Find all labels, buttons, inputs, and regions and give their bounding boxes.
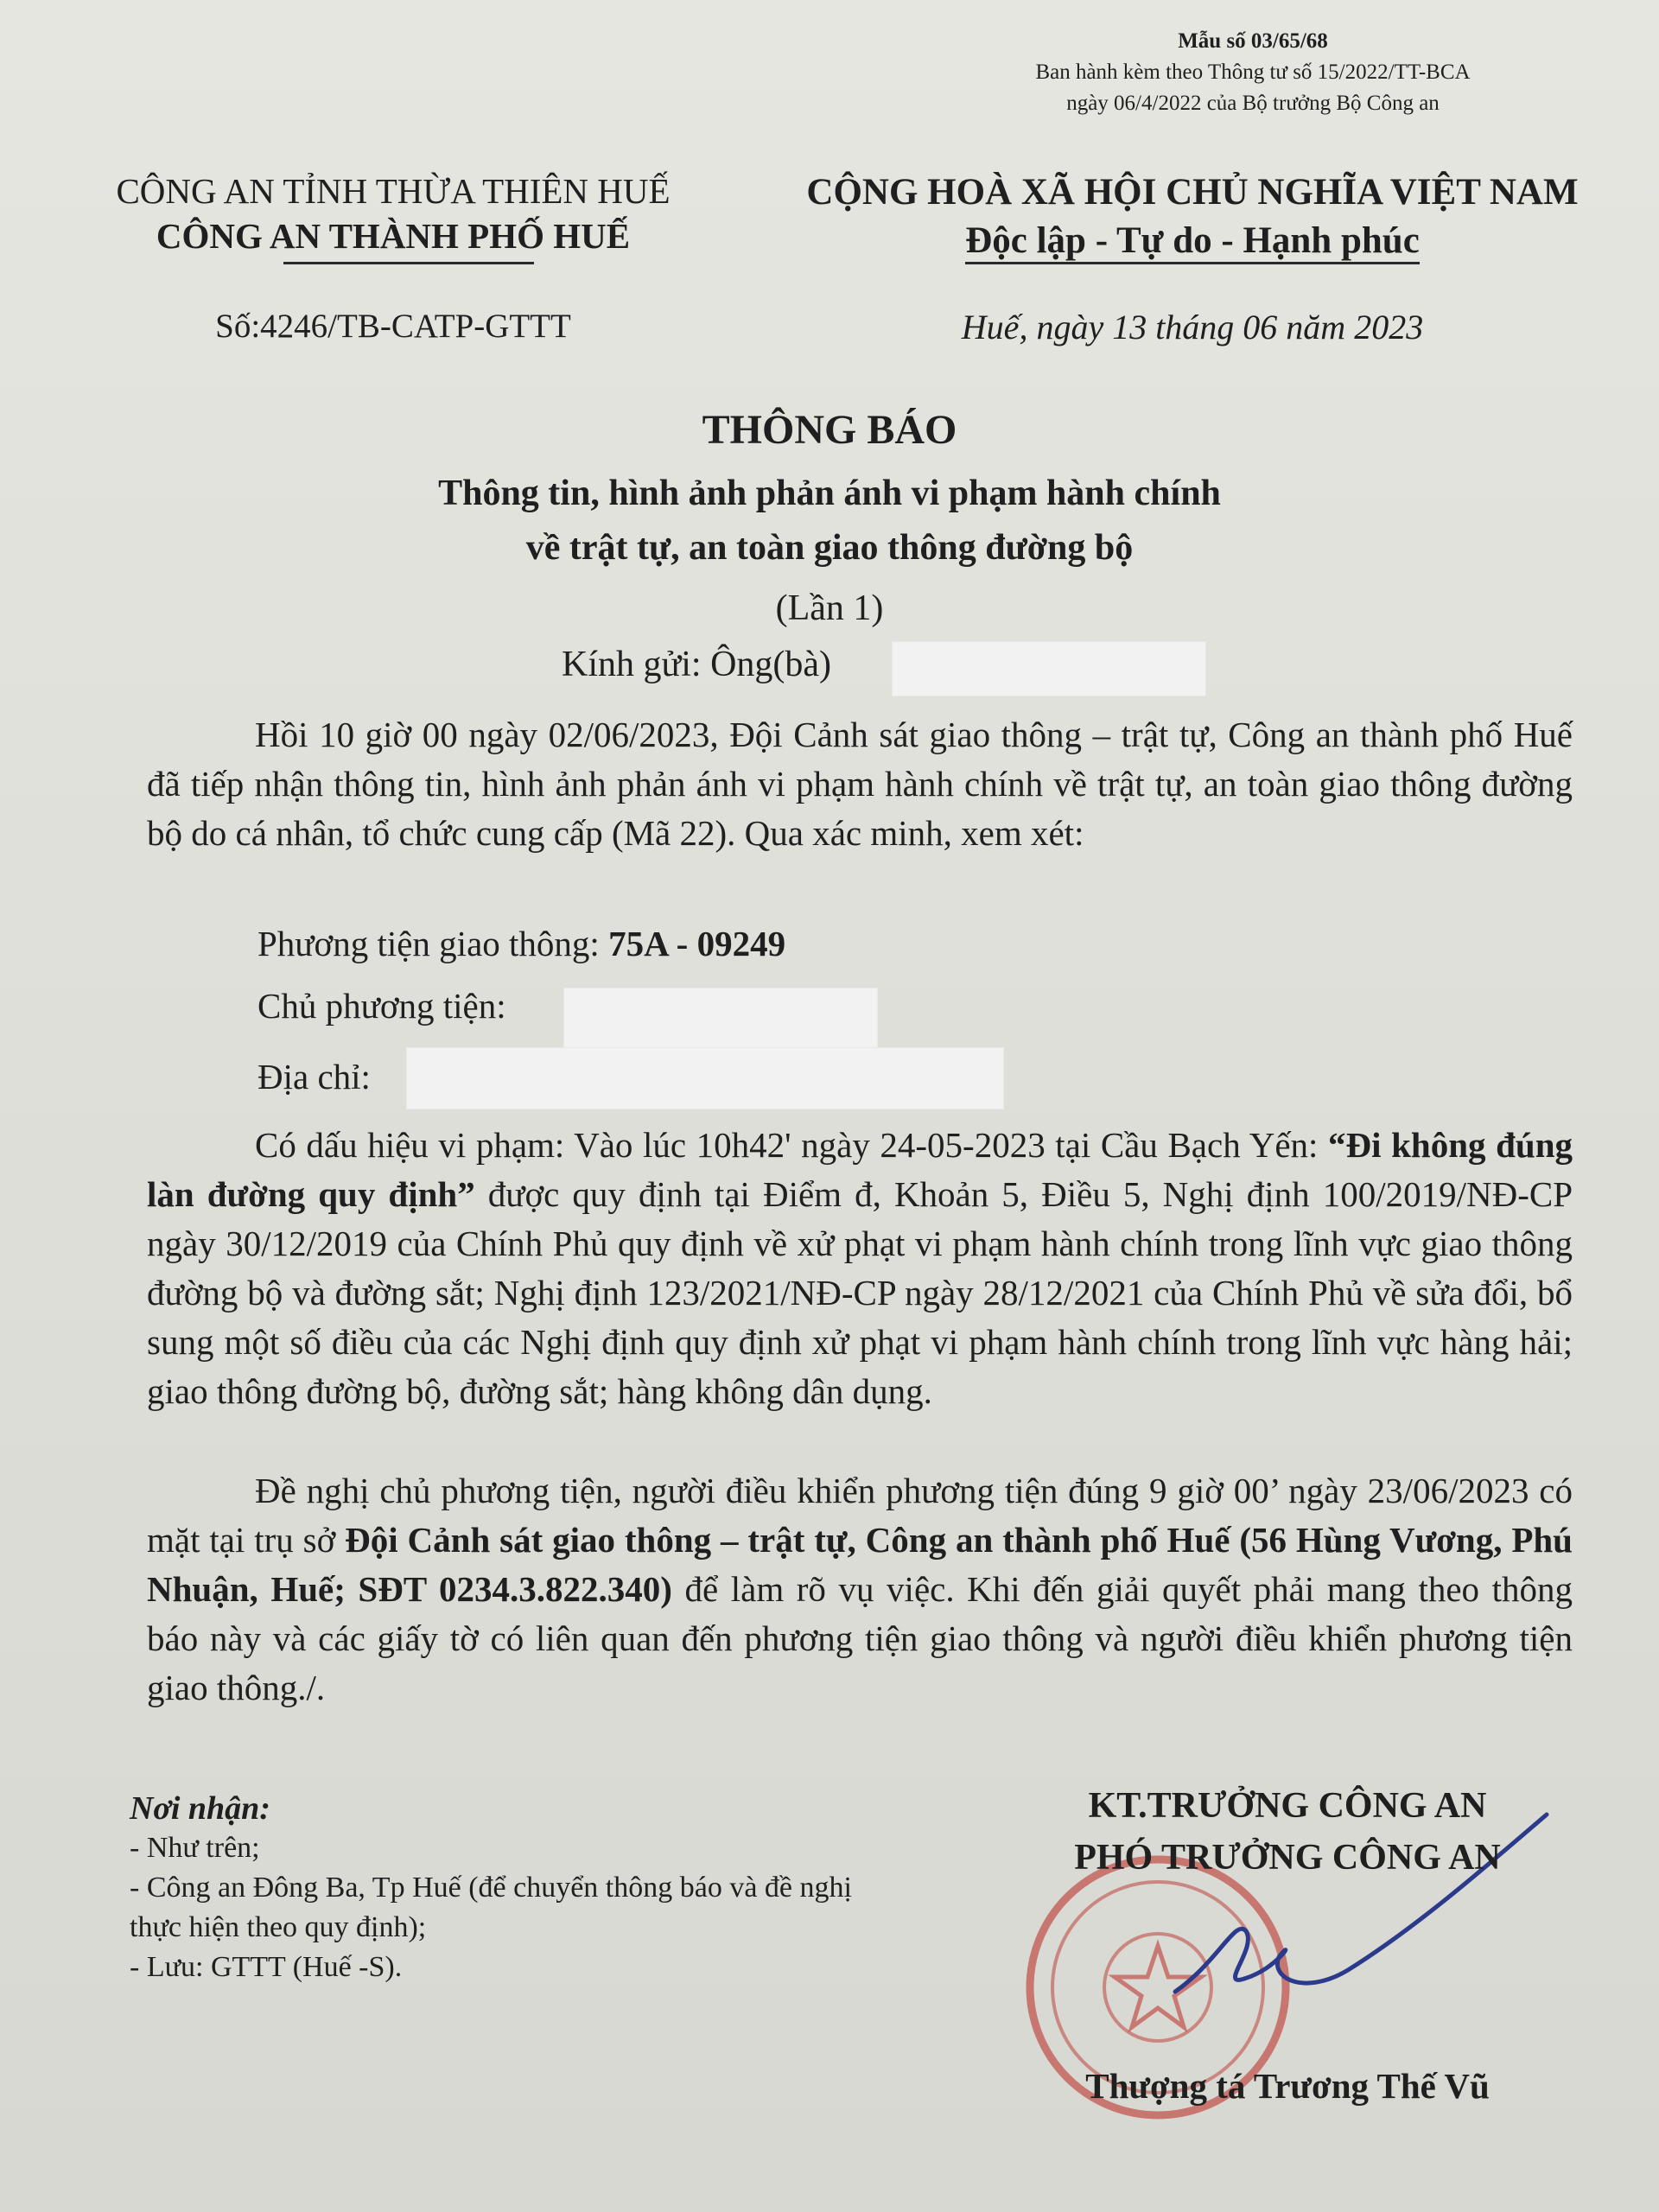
owner-label: Chủ phương tiện: xyxy=(257,986,506,1026)
agency-name: CÔNG AN THÀNH PHỐ HUẾ xyxy=(156,216,631,256)
subtitle-line-1: Thông tin, hình ảnh phản ánh vi phạm hành chính xyxy=(438,474,1221,513)
signer-name: Thượng tá Trương Thế Vũ xyxy=(1085,2066,1490,2106)
form-number: Mẫu số 03/65/68 xyxy=(1178,29,1328,53)
addressee-label: Kính gửi: Ông(bà) xyxy=(562,645,832,684)
paragraph-request xyxy=(147,1466,1573,1713)
document-number: Số:4246/TB-CATP-GTTT xyxy=(215,308,571,345)
paragraph-violation xyxy=(147,1121,1573,1416)
form-issued-with: Ban hành kèm theo Thông tư số 15/2022/TT-BCA xyxy=(1035,60,1471,84)
national-header xyxy=(760,168,1624,265)
recipients-block xyxy=(130,1789,907,1987)
redacted-address xyxy=(406,1047,1004,1109)
vehicle-label: Phương tiện giao thông: xyxy=(257,924,609,963)
owner-field xyxy=(257,985,506,1027)
document-title: THÔNG BÁO xyxy=(702,407,957,453)
signature-block xyxy=(994,1780,1581,1884)
violation-legal-basis: được quy định tại Điểm đ, Khoản 5, Điều 5, Nghị định 100/2019/NĐ-CP ngày 30/12/2019 của Chính Phủ quy định về xử phạt vi phạm hành chính trong lĩnh vực giao thông đường bộ và đường sắt; Nghị định 123/2021/NĐ-CP ngày 28/12/2021 của Chính Phủ về sửa đổi, bổ sung một số điều của các Nghị định quy định xử phạt vi phạm hành chính trong lĩnh vực hàng hải; giao thông đường bộ, đường sắt; hàng không dân dụng. xyxy=(147,1174,1573,1411)
form-issued-date: ngày 06/4/2022 của Bộ trưởng Bộ Công an xyxy=(1066,92,1440,115)
redacted-addressee xyxy=(892,641,1206,696)
recipients-heading: Nơi nhận: xyxy=(130,1790,270,1827)
violation-name: “Đi không đúng làn đường quy định” xyxy=(147,1125,1573,1214)
agency-parent: CÔNG AN TỈNH THỪA THIÊN HUẾ xyxy=(116,171,671,211)
violation-intro: Có dấu hiệu vi phạm: Vào lúc 10h42' ngày 24-05-2023 tại Cầu Bạch Yến: xyxy=(255,1125,1329,1165)
request-details: để làm rõ vụ việc. Khi đến giải quyết phải mang theo thông báo này và các giấy tờ có liên quan đến phương tiện giao thông và người điều khiển phương tiện giao thông./. xyxy=(147,1569,1573,1707)
notice-count: (Lần 1) xyxy=(775,588,884,628)
recipient-item: - Công an Đông Ba, Tp Huế (để chuyển thông báo và đề nghị thực hiện theo quy định); xyxy=(130,1872,852,1943)
request-intro: Đề nghị chủ phương tiện, người điều khiển phương tiện đúng 9 giờ 00’ ngày 23/06/2023 có mặt tại trụ sở xyxy=(147,1471,1573,1560)
request-office: Đội Cảnh sát giao thông – trật tự, Công an thành phố Huế (56 Hùng Vương, Phú Nhuận, Huế; SĐT 0234.3.822.340) xyxy=(147,1520,1573,1609)
paragraph-intro: Hồi 10 giờ 00 ngày 02/06/2023, Đội Cảnh sát giao thông – trật tự, Công an thành phố Huế đã tiếp nhận thông tin, hình ảnh phản ánh vi phạm hành chính về trật tự, an toàn giao thông đường bộ do cá nhân, tổ chức cung cấp (Mã 22). Qua xác minh, xem xét: xyxy=(147,715,1573,853)
vehicle-field xyxy=(257,923,785,964)
address-label: Địa chỉ: xyxy=(257,1057,371,1096)
issuing-agency xyxy=(69,168,717,258)
agency-underline xyxy=(283,262,534,264)
signature-title-line-2: PHÓ TRƯỞNG CÔNG AN xyxy=(1074,1838,1501,1878)
subtitle-line-2: về trật tự, an toàn giao thông đường bộ xyxy=(525,528,1134,568)
redacted-owner xyxy=(563,988,878,1050)
vehicle-plate: 75A - 09249 xyxy=(608,924,786,963)
recipient-item: - Như trên; xyxy=(130,1832,260,1864)
nation-name: CỘNG HOÀ XÃ HỘI CHỦ NGHĨA VIỆT NAM xyxy=(806,172,1579,213)
addressee-line xyxy=(562,644,831,685)
document-subtitle xyxy=(0,467,1659,575)
address-field xyxy=(257,1056,371,1097)
form-reference xyxy=(950,26,1555,119)
document-date: Huế, ngày 13 tháng 06 năm 2023 xyxy=(961,308,1424,346)
signature-title-line-1: KT.TRƯỞNG CÔNG AN xyxy=(1088,1786,1487,1826)
recipient-item: - Lưu: GTTT (Huế -S). xyxy=(130,1951,403,1983)
national-motto: Độc lập - Tự do - Hạnh phúc xyxy=(965,220,1420,264)
